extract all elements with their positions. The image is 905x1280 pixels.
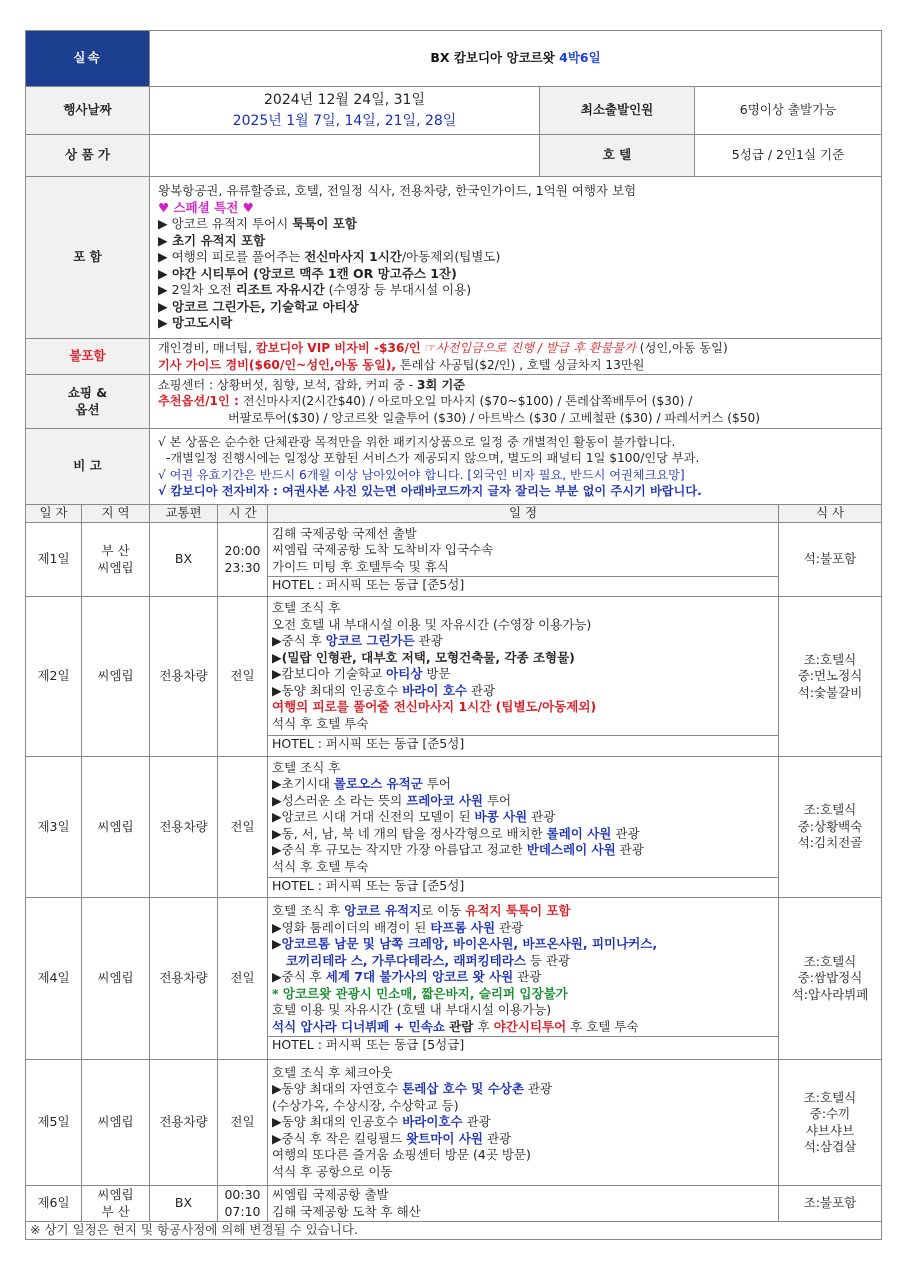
hotel-value: 5성급 / 2인1실 기준 [695, 135, 882, 177]
span-cell [158, 393, 877, 410]
title-prefix: BX 캄보디아 앙코르왓 [430, 50, 560, 66]
day6-meal: 조:불포함 [779, 1186, 882, 1222]
day5-s2a: ▶동양 최대의 자연호수 [272, 1081, 403, 1097]
day1-day: 제1일 [26, 523, 82, 597]
day2-s5b: 아티상 [386, 666, 423, 682]
shopping-label [26, 375, 150, 429]
day5-meal4: 석:삼겹살 [803, 1139, 857, 1154]
day6-time1: 00:30 [224, 1187, 261, 1202]
include-l5c: /아동제외(팁별도) [401, 249, 501, 265]
shopping-content [150, 375, 882, 429]
day2-s3c: 관광 [414, 633, 443, 649]
include-line-resort [158, 282, 877, 299]
day4-region: 씨엠립 [82, 898, 150, 1060]
include-l7b: 리조트 자유시간 [235, 282, 325, 298]
date-label: 행사날짜 [26, 87, 150, 135]
span-cell [272, 1019, 774, 1036]
itinerary-header-schedule: 일 정 [268, 505, 779, 523]
day2-s2: 오전 호텔 내 부대시설 이용 및 자유시간 (수영장 이용가능) [272, 616, 592, 632]
day1-s2: 씨엠립 국제공항 도착 도착비자 입국수속 [272, 542, 494, 557]
tr-cell [26, 87, 882, 135]
day1-s1: 김해 국제공항 국제선 출발 [272, 525, 417, 541]
remarks-l4: √ 캄보디아 전자비자 : 여권사본 사진 있는면 아래바코드까지 글자 잘리는 부분 없이 주시기 바랍니다. [158, 484, 702, 498]
span-cell [272, 920, 774, 937]
day2-hotel: HOTEL : 퍼시픽 또는 동급 [준5성] [268, 735, 778, 753]
include-line-1: 왕복항공권, 유류할증료, 호텔, 전일정 식사, 전용차량, 한국인가이드, 1억원 여행자 보험 [158, 183, 637, 199]
day3-s5a: ▶동, 서, 남, 북 네 개의 탑을 정사각형으로 배치한 [272, 825, 547, 841]
shopping-label1: 쇼핑 & [67, 385, 108, 400]
day6-day: 제6일 [26, 1186, 82, 1222]
day2-transport: 전용차량 [150, 597, 218, 757]
day2-meal3: 석:숯불갈비 [797, 684, 863, 700]
tr-cell [26, 375, 882, 429]
day2-s7: 여행의 피로를 풀어줄 전신마사지 1시간 (팁별도/아동제외) [272, 699, 597, 715]
day4-s3a: ▶ [272, 936, 282, 952]
day5-meal3: 샤브샤브 [805, 1122, 855, 1138]
td-cell [218, 523, 268, 597]
td-cell [779, 898, 882, 1060]
exclude-l1c: ☞사전입금으로 진행 / 발급 후 환불불가 [424, 341, 636, 355]
hotel-label: 호 텔 [540, 135, 695, 177]
day3-day: 제3일 [26, 757, 82, 898]
remarks-l3: √ 여권 유효기간은 반드시 6개월 이상 남아있어야 합니다. [외국인 비자 필요, 반드시 여권체크요망] [158, 467, 685, 482]
tr-cell [26, 31, 882, 87]
day6-transport: BX [150, 1186, 218, 1222]
day1-time2: 23:30 [224, 559, 261, 575]
day-row-3 [26, 757, 882, 898]
day1-region1: 부 산 [101, 543, 130, 558]
day4-s5a: ▶중식 후 [272, 969, 326, 985]
footnote: ※ 상기 일정은 현지 및 항공사정에 의해 변경될 수 있습니다. [26, 1222, 882, 1240]
tr-cell [26, 429, 882, 505]
day-row-1 [26, 523, 882, 597]
day4-s4b: 등 관광 [525, 952, 571, 968]
day3-s2b: 롤로오스 유적군 [333, 776, 423, 791]
day3-meal2: 중:상황백숙 [797, 818, 863, 834]
day3-hotel: HOTEL : 퍼시픽 또는 동급 [준5성] [268, 877, 778, 895]
shopping-l3: 버팔로투어($30) / 앙코르왓 일출투어 ($30) / 아트박스 ($30 / 고베철판 ($30) / 파레서커스 ($50) [228, 410, 760, 425]
day3-transport: 전용차량 [150, 757, 218, 898]
day1-transport: BX [150, 523, 218, 597]
day4-meal1: 조:호텔식 [803, 953, 857, 969]
day5-time: 전일 [218, 1060, 268, 1186]
day5-meal1: 조:호텔식 [803, 1089, 857, 1105]
dates-2024: 2024년 12월 24일, 31일 [264, 91, 425, 108]
day-row-2 [26, 597, 882, 757]
span-cell [272, 1114, 774, 1131]
span-cell [272, 633, 774, 650]
include-line-tuktuk [158, 216, 877, 233]
day2-s3b: 앙코르 그린가든 [325, 633, 415, 649]
day5-s4c: 관광 [462, 1114, 491, 1130]
day4-hotel: HOTEL : 퍼시픽 또는 동급 [5성급] [268, 1036, 778, 1054]
day4-transport: 전용차량 [150, 898, 218, 1060]
include-content [150, 177, 882, 339]
day4-s1a: 호텔 조식 후 [272, 903, 345, 919]
day4-meal2: 중:쌈밥정식 [797, 970, 863, 986]
span-cell [272, 826, 774, 843]
exclude-l2a: 기사 가이드 경비($60/인~성인,아동 동일), [158, 357, 397, 372]
day6-time2: 07:10 [224, 1203, 261, 1219]
min-people-value: 6명이상 출발가능 [695, 87, 882, 135]
span-cell [272, 842, 774, 859]
day6-s1: 씨엠립 국제공항 출발 [272, 1187, 389, 1202]
day5-s3: (수상가옥, 수상시장, 수상학교 등) [272, 1097, 459, 1113]
day4-s1c: 로 이동 [421, 903, 466, 919]
page-title [150, 31, 882, 87]
day6-region1: 씨엠립 [97, 1187, 134, 1202]
td-cell [779, 1060, 882, 1186]
include-l3b: 툭툭이 포함 [292, 216, 357, 232]
day-row-5 [26, 1060, 882, 1186]
td-cell [779, 757, 882, 898]
day4-s2c: 관광 [495, 919, 524, 935]
day4-s6: * 앙코르왓 관광시 민소매, 짧은바지, 슬리퍼 입장불가 [272, 985, 568, 1001]
day5-s4b: 바라이호수 [402, 1114, 463, 1130]
day4-s1b: 앙코르 유적지 [344, 903, 422, 919]
price-value [150, 135, 540, 177]
itinerary-header-row [26, 505, 882, 523]
exclude-l1a: 개인경비, 매너팁, [158, 341, 256, 355]
include-line-night-tour: ▶ 야간 시티투어 (앙코르 맥주 1캔 OR 망고쥬스 1잔) [158, 265, 457, 281]
day2-s1: 호텔 조식 후 [272, 600, 341, 616]
itinerary-table [25, 30, 882, 1240]
itinerary-header-meal: 식 사 [779, 505, 882, 523]
day2-meal1: 조:호텔식 [803, 651, 857, 667]
include-label: 포 함 [26, 177, 150, 339]
itinerary-header-region: 지 역 [82, 505, 150, 523]
shopping-l2b: 전신마사지(2시간$40) / 아로마오일 마사지 ($70~$100) / 톤레삽쪽배투어 ($30) / [238, 394, 693, 409]
span-cell [272, 793, 774, 810]
itinerary-document [25, 30, 881, 1240]
day2-s3a: ▶중식 후 [272, 633, 326, 649]
day4-s8d: 야간시티투어 [493, 1018, 567, 1034]
span-cell [272, 953, 774, 970]
day3-s5c: 관광 [611, 825, 640, 841]
title-duration: 4박6일 [559, 50, 601, 66]
day5-s5a: ▶중식 후 작은 킬링필드 [272, 1130, 407, 1146]
day4-s8b: 관람 [444, 1018, 478, 1034]
day2-day: 제2일 [26, 597, 82, 757]
td-cell [268, 757, 779, 898]
remarks-content [150, 429, 882, 505]
day5-transport: 전용차량 [150, 1060, 218, 1186]
shopping-l1a: 쇼핑센터 : 상황버섯, 침향, 보석, 잡화, 커피 중 - [158, 377, 418, 392]
day2-s6a: ▶동양 최대의 인공호수 [272, 682, 403, 698]
td-cell [268, 898, 779, 1060]
exclude-l2b: 톤레삽 사공팁($2/인) , 호텔 싱글차지 13만원 [396, 357, 645, 372]
itinerary-header-time: 시 간 [218, 505, 268, 523]
day3-s6b: 반데스레이 사원 [526, 842, 616, 857]
day3-s4c: 관광 [527, 809, 556, 824]
span-cell [272, 1081, 774, 1098]
day2-s4: ▶(밀랍 인형관, 대부호 저택, 모형건축물, 각종 조형물) [272, 649, 575, 665]
remarks-l2: -개별일정 진행시에는 일정상 포함된 서비스가 제공되지 않으며, 별도의 패널티 1일 $100/인당 부과. [166, 451, 700, 465]
product-badge: 실속 [26, 31, 150, 87]
day4-s2b: 타프롬 사원 [430, 919, 496, 935]
day4-s2a: ▶영화 툼레이더의 배경이 된 [272, 919, 431, 935]
day3-s1: 호텔 조식 후 [272, 759, 341, 775]
day4-s8c: 후 [477, 1018, 494, 1034]
day5-day: 제5일 [26, 1060, 82, 1186]
remarks-label: 비 고 [26, 429, 150, 505]
remarks-l1: √ 본 상품은 순수한 단체관광 목적만을 위한 패키지상품으로 일정 중 개별적인 활동이 불가합니다. [158, 434, 676, 449]
span-cell [272, 776, 774, 793]
day3-s5b: 롤레이 사원 [546, 825, 612, 841]
day5-meal2: 중:수끼 [809, 1106, 851, 1121]
day5-region: 씨엠립 [82, 1060, 150, 1186]
include-l5b: 전신마사지 1시간 [304, 249, 402, 265]
span-cell [272, 1131, 774, 1148]
special-benefit-heading: ♥ 스페셜 특전 ♥ [158, 199, 254, 215]
day4-s1d: 유적지 툭툭이 포함 [465, 903, 571, 919]
shopping-label2: 옵션 [75, 401, 100, 417]
exclude-label: 불포함 [26, 339, 150, 375]
day2-time: 전일 [218, 597, 268, 757]
include-line-early-ruins: ▶ 초기 유적지 포함 [158, 232, 266, 248]
day3-time: 전일 [218, 757, 268, 898]
td-cell [82, 1186, 150, 1222]
day2-s5c: 방문 [422, 666, 451, 682]
day5-s4a: ▶동양 최대의 인공호수 [272, 1114, 403, 1130]
day3-s3c: 투어 [483, 792, 512, 808]
day4-s8e: 후 호텔 투숙 [566, 1018, 639, 1034]
exclude-content [150, 339, 882, 375]
span-cell [158, 377, 877, 394]
day5-s1: 호텔 조식 후 체크아웃 [272, 1064, 393, 1080]
include-l7c: (수영장 등 부대시설 이용) [324, 282, 472, 298]
day4-time: 전일 [218, 898, 268, 1060]
span-cell [272, 809, 774, 826]
day5-s2b: 톤레삽 호수 및 수상촌 [402, 1081, 524, 1097]
include-l5a: ▶ 여행의 피로를 풀어주는 [158, 249, 305, 265]
exclude-l1d: (성인,아동 동일) [635, 341, 728, 355]
day3-s4b: 바콩 사원 [474, 809, 528, 824]
span-cell [158, 340, 877, 357]
day1-region2: 씨엠립 [97, 559, 134, 575]
day1-meal: 석:불포함 [779, 523, 882, 597]
day2-s8: 석식 후 호텔 투숙 [272, 715, 369, 731]
day-row-4 [26, 898, 882, 1060]
day6-region2: 부 산 [101, 1203, 130, 1219]
td-cell [82, 523, 150, 597]
day4-s5c: 관광 [513, 969, 542, 985]
day3-s6c: 관광 [615, 842, 644, 857]
day4-s5b: 세계 7대 불가사의 앙코르 왓 사원 [325, 969, 514, 985]
day5-s5c: 관광 [483, 1130, 512, 1146]
include-line-massage [158, 249, 877, 266]
day1-time1: 20:00 [224, 543, 261, 558]
day5-s5b: 왓트마이 사원 [406, 1130, 483, 1146]
tbody-cell [26, 31, 882, 1240]
span-cell [158, 357, 877, 374]
tr-cell [26, 1222, 882, 1240]
day3-s2a: ▶초기시대 [272, 776, 334, 791]
day1-s3: 가이드 미팅 후 호텔투숙 및 휴식 [272, 558, 449, 574]
day3-s7: 석식 후 호텔 투숙 [272, 858, 369, 874]
day3-region: 씨엠립 [82, 757, 150, 898]
tr-cell [26, 177, 882, 339]
day5-s6: 여행의 또다른 즐거움 쇼핑센터 방문 (4곳 방문) [272, 1147, 531, 1163]
day4-s7: 호텔 이용 및 자유시간 (호텔 내 부대시설 이용가능) [272, 1002, 552, 1018]
span-cell [272, 666, 774, 683]
itinerary-header-day: 일 자 [26, 505, 82, 523]
day2-s5a: ▶캄보디아 기술학교 [272, 666, 387, 682]
day3-s2c: 투어 [422, 776, 451, 791]
day2-s6b: 바라이 호수 [402, 682, 467, 698]
departure-dates [150, 87, 540, 135]
include-line-mango: ▶ 망고도시락 [158, 315, 233, 331]
span-cell [272, 936, 774, 953]
day3-s3a: ▶성스러운 소 라는 뜻의 [272, 792, 407, 808]
exclude-l1b: 캄보디아 VIP 비자비 -$36/인 [255, 341, 425, 355]
day3-s6a: ▶중식 후 규모는 작지만 가장 아름답고 정교한 [272, 842, 527, 857]
day4-s3b: 앙코르톰 남문 및 남쪽 크레앙, 바이온사원, 바프온사원, 피미나커스, [281, 936, 658, 952]
tr-cell [26, 135, 882, 177]
day5-s7: 석식 후 공항으로 이동 [272, 1163, 393, 1179]
shopping-l2a: 추천옵션/1인 : [158, 394, 239, 409]
include-line-garden: ▶ 앙코르 그린가든, 기술학교 아티상 [158, 298, 359, 314]
day4-s4a: 코끼리테라 스, 가루다테라스, 래퍼킹테라스 [286, 952, 526, 968]
day6-s2: 김해 국제공항 도착 후 해산 [272, 1203, 421, 1219]
day4-day: 제4일 [26, 898, 82, 1060]
day2-s6c: 관광 [466, 682, 496, 698]
td-cell [268, 1060, 779, 1186]
day3-meal3: 석:김치전골 [797, 835, 863, 851]
day3-meal1: 조:호텔식 [803, 802, 857, 818]
day5-s2c: 관광 [523, 1081, 553, 1097]
day-row-6 [26, 1186, 882, 1222]
day1-hotel: HOTEL : 퍼시픽 또는 동급 [준5성] [268, 576, 778, 594]
td-cell [218, 1186, 268, 1222]
day2-region: 씨엠립 [82, 597, 150, 757]
td-cell [268, 523, 779, 597]
td-cell [268, 1186, 779, 1222]
day4-s8a: 석식 압사라 디너뷔페 + 민속쇼 [272, 1018, 445, 1034]
include-l7a: ▶ 2일차 오전 [158, 282, 236, 298]
itinerary-header-transport: 교통편 [150, 505, 218, 523]
price-label: 상 품 가 [26, 135, 150, 177]
span-cell [272, 683, 774, 700]
day2-meal2: 중:먼노정식 [797, 668, 863, 684]
min-people-label: 최소출발인원 [540, 87, 695, 135]
td-cell [268, 597, 779, 757]
day4-meal3: 석:압사라뷔페 [791, 986, 869, 1002]
td-cell [779, 597, 882, 757]
day3-s4a: ▶앙코르 시대 거대 신전의 모델이 된 [272, 809, 475, 824]
include-l3a: ▶ 앙코르 유적지 투어시 [158, 216, 293, 232]
span-cell [272, 903, 774, 920]
day3-s3b: 프레아코 사원 [406, 792, 483, 808]
tr-cell [26, 339, 882, 375]
span-cell [272, 969, 774, 986]
dates-2025: 2025년 1월 7일, 14일, 21일, 28일 [232, 112, 457, 129]
shopping-l1b: 3회 기준 [417, 377, 466, 392]
